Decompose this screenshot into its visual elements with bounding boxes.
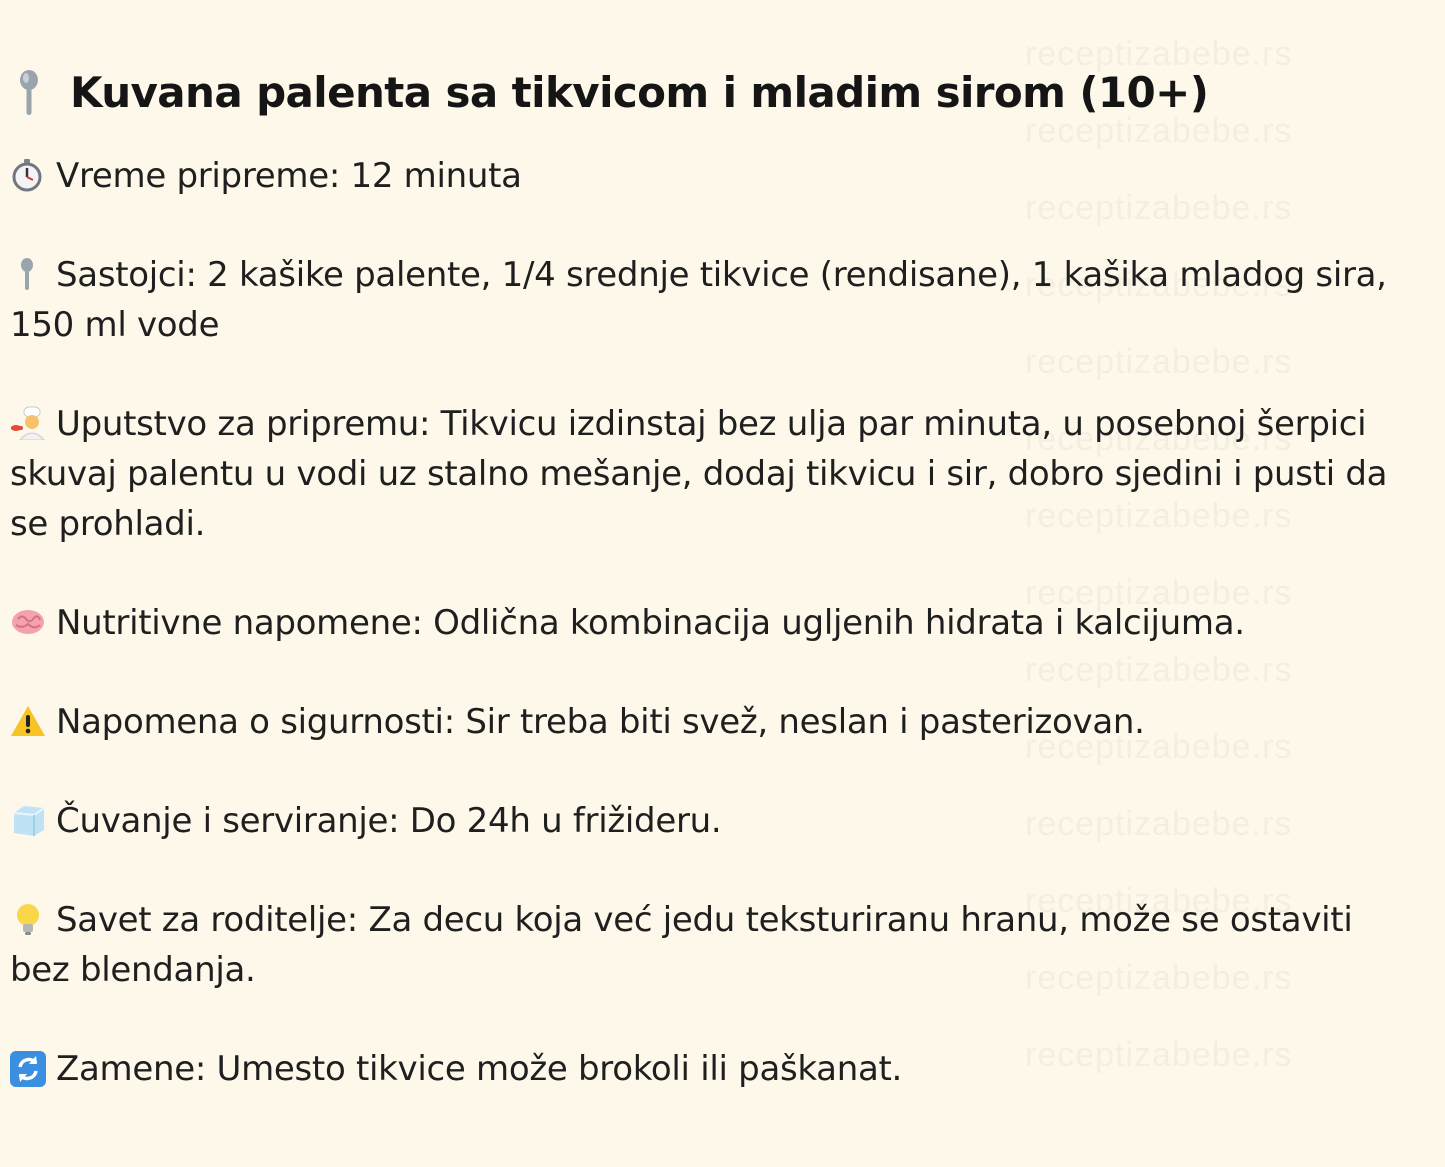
spoon-icon [18,70,48,116]
warning-icon [10,704,46,738]
instructions-text: Uputstvo za pripremu: Tikvicu izdinstaj bez ulja par minuta, u posebnoj šerpici skuvaj palentu u vodi uz stalno mešanje, dodaj tikvicu i sir, dobro sjedini i pusti da se prohladi. [10,404,1388,544]
substitutes-text: Zamene: Umesto tikvice može brokoli ili paškanat. [56,1049,903,1089]
safety-text: Napomena o sigurnosti: Sir treba biti svež, neslan i pasterizovan. [56,702,1145,742]
substitutes-section [10,1044,1415,1094]
recipe-card [10,68,1415,1094]
recipe-title [18,68,1415,117]
nutrition-section [10,598,1415,648]
nutrition-text: Nutritivne napomene: Odlična kombinacija ugljenih hidrata i kalcijuma. [56,603,1245,643]
instructions-section [10,399,1415,549]
ice-cube-icon [10,803,46,837]
prep-time-text: Vreme pripreme: 12 minuta [56,156,522,196]
parent-tip-text: Savet za roditelje: Za decu koja već jedu teksturiranu hranu, može se ostaviti bez blendanja. [10,900,1353,990]
cook-icon [10,406,46,440]
title-text: Kuvana palenta sa tikvicom i mladim sirom (10+) [70,68,1209,117]
spoon-icon [10,257,46,291]
ingredients-text: Sastojci: 2 kašike palente, 1/4 srednje tikvice (rendisane), 1 kašika mladog sira, 150 ml vode [10,255,1387,345]
storage-text: Čuvanje i serviranje: Do 24h u frižideru. [56,801,722,841]
ingredients-section [10,250,1415,350]
light-bulb-icon [10,902,46,936]
safety-section [10,697,1415,747]
refresh-icon [10,1051,46,1085]
stopwatch-icon [10,158,46,192]
brain-icon [10,605,46,639]
parent-tip-section [10,895,1415,995]
storage-section [10,796,1415,846]
prep-time-section [10,151,1415,201]
